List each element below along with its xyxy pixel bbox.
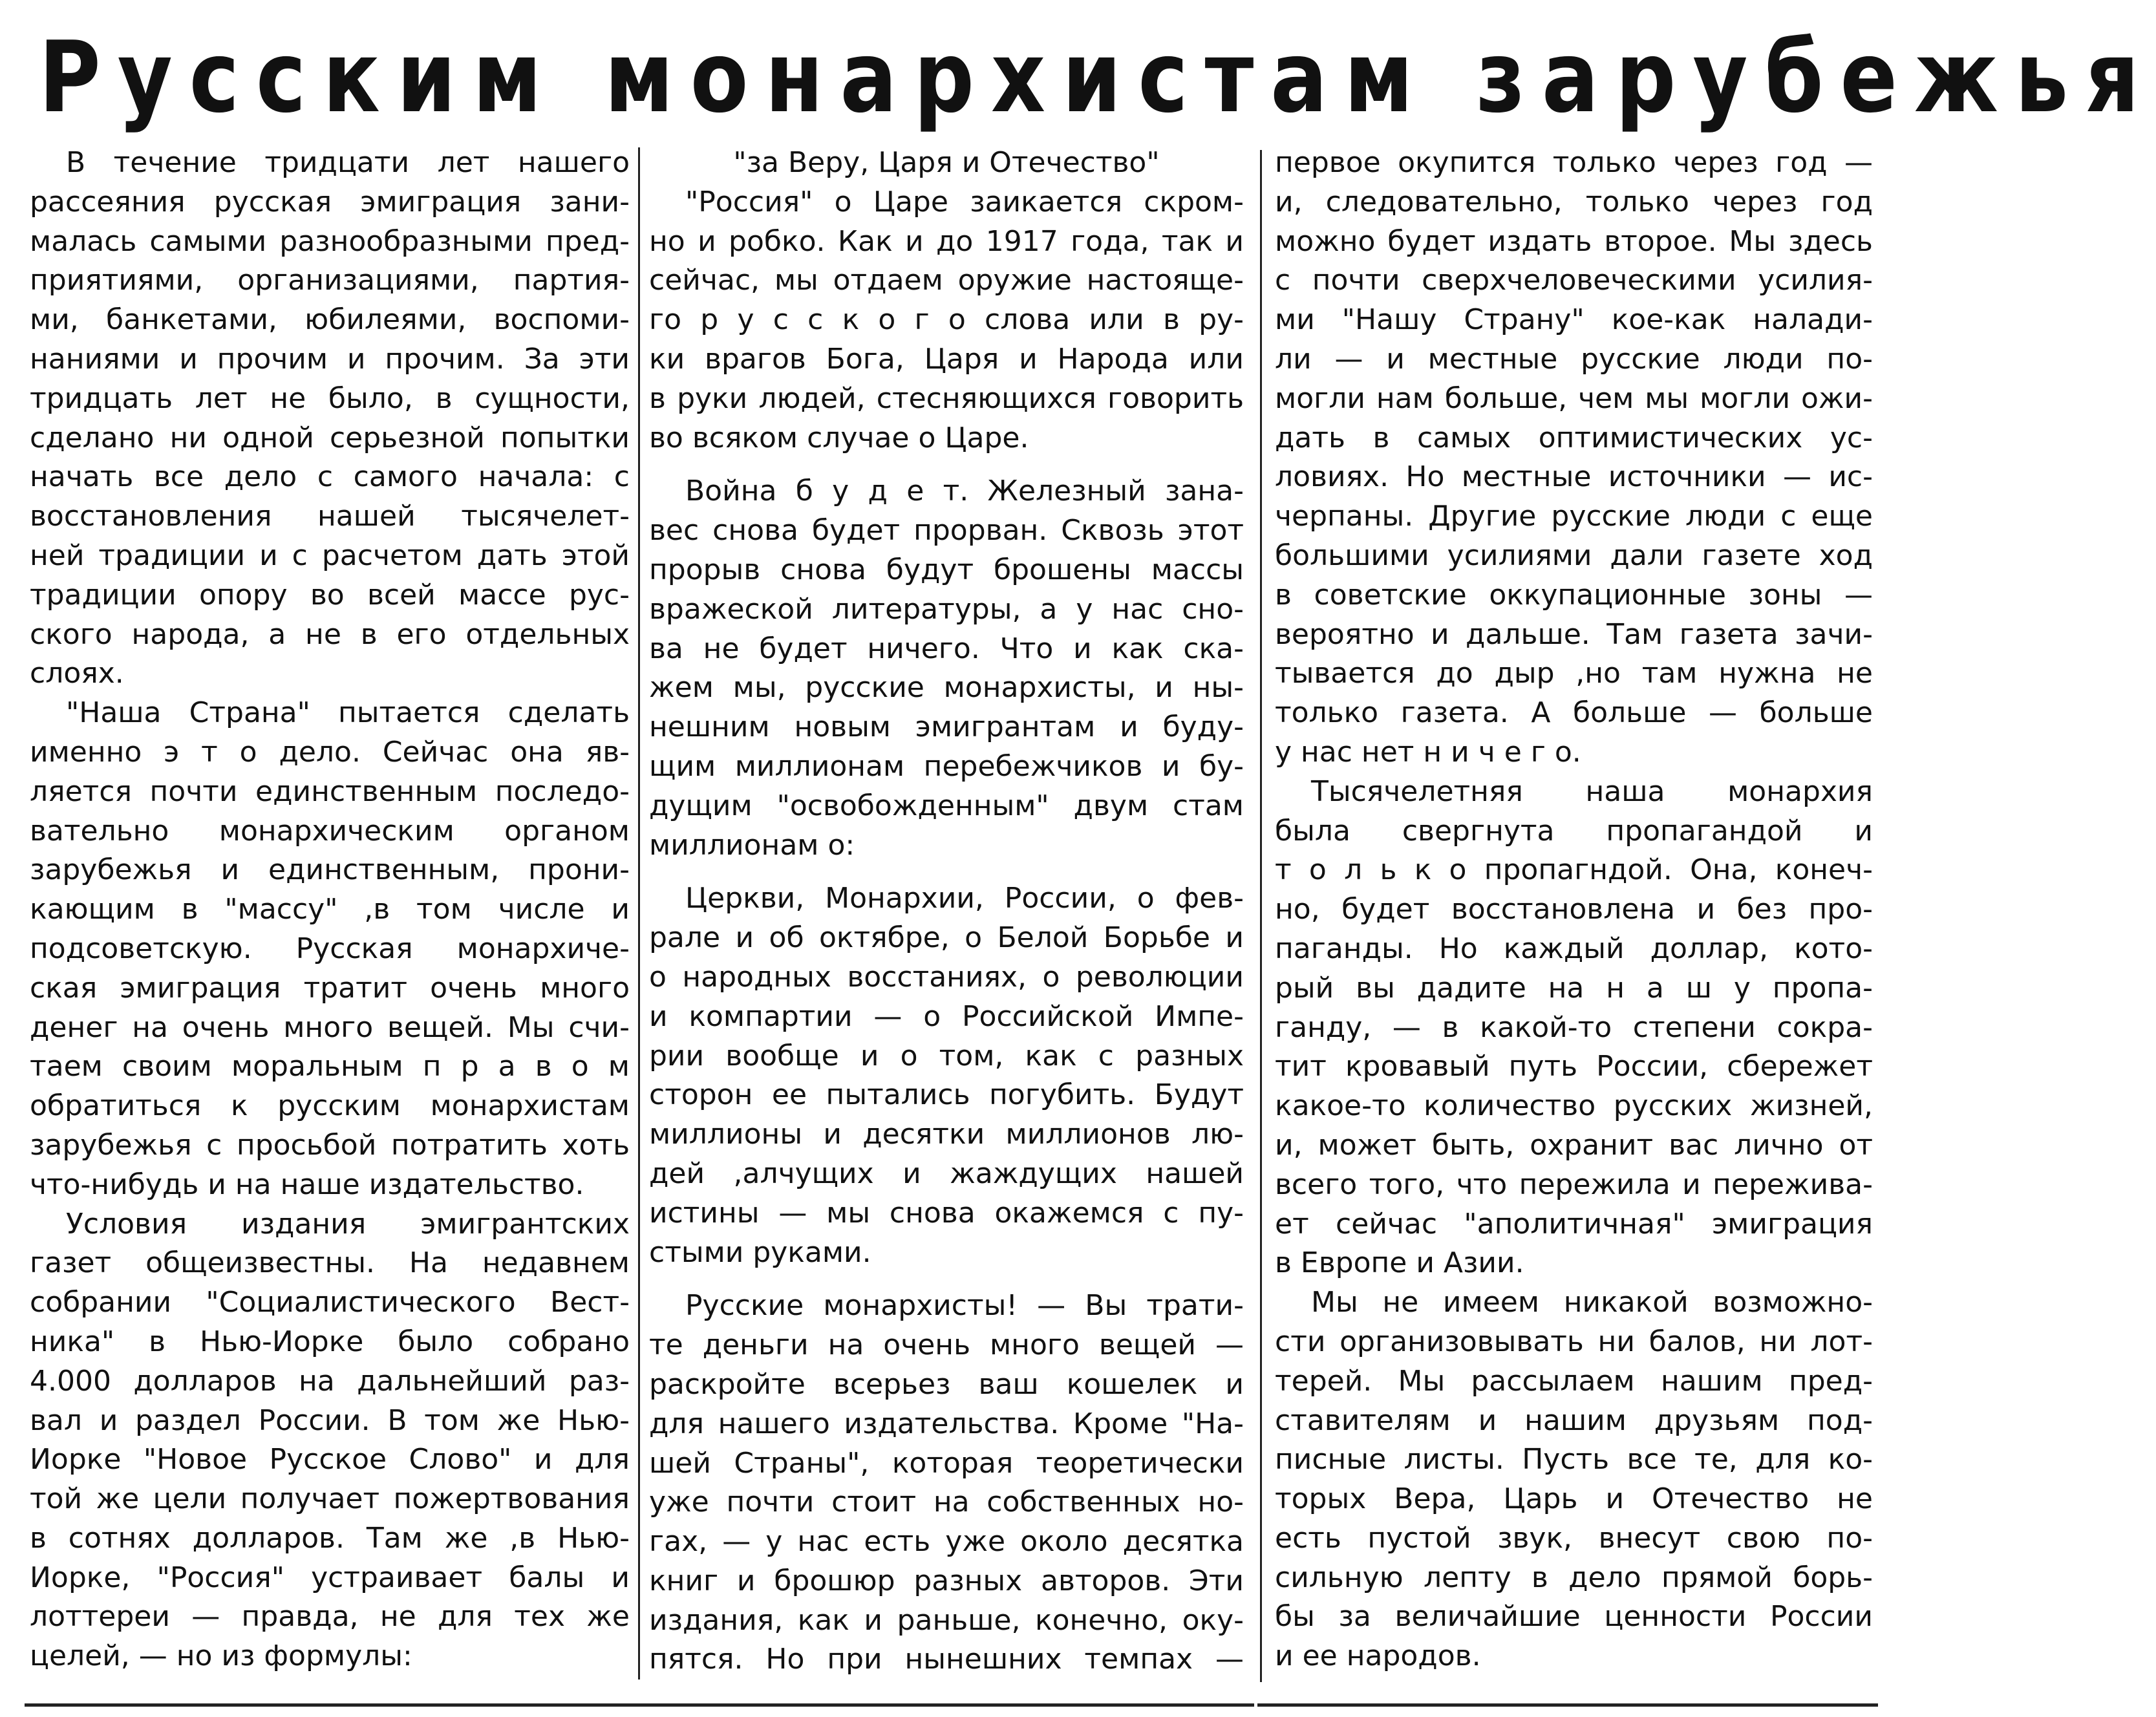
text-line: "Россия" о Царе заикается скром- bbox=[685, 185, 1244, 219]
text-line: ника" в Нью-Иорке было собрано bbox=[30, 1325, 630, 1358]
text-line: традиции опору во всей массе рус- bbox=[30, 578, 630, 612]
text-line: рый вы дадите на н а ш у пропа- bbox=[1275, 971, 1873, 1005]
paragraph bbox=[1275, 1283, 1873, 1676]
text-line: во всяком случае о Царе. bbox=[649, 421, 1029, 454]
text-line: в сотнях долларов. Там же ,в Нью- bbox=[30, 1521, 630, 1555]
text-line: "за Веру, Царя и Отечество" bbox=[733, 146, 1160, 179]
paragraph bbox=[649, 183, 1244, 458]
text-line: миллионам о: bbox=[649, 828, 855, 862]
text-line: т о л ь к о пропагндой. Она, конеч- bbox=[1275, 853, 1873, 887]
text-line: с почти сверхчеловеческими усилия- bbox=[1275, 264, 1873, 297]
text-line: Русские монархисты! — Вы трати- bbox=[685, 1289, 1244, 1323]
text-line: паганды. Но каждый доллар, кото- bbox=[1275, 932, 1873, 965]
text-line: истины — мы снова окажемся с пу- bbox=[649, 1196, 1244, 1230]
text-line: наниями и прочим и прочим. За эти bbox=[30, 342, 630, 376]
text-line: ва не будет ничего. Что и как ска- bbox=[649, 632, 1244, 665]
text-line: приятиями, организациями, партия- bbox=[30, 264, 630, 297]
text-line: сейчас, мы отдаем оружие настояще- bbox=[649, 264, 1244, 297]
text-line: зарубежья и единственным, прони- bbox=[30, 853, 630, 887]
text-line: сделано ни одной серьезной попытки bbox=[30, 421, 630, 454]
text-line: Церкви, Монархии, России, о фев- bbox=[685, 882, 1244, 915]
paragraph bbox=[30, 144, 630, 694]
text-line: ки врагов Бога, Царя и Народа или bbox=[649, 342, 1244, 376]
text-line: есть пустой звук, внесут свою по- bbox=[1275, 1521, 1873, 1555]
column-divider bbox=[638, 147, 640, 1680]
text-line: книг и брошюр разных авторов. Эти bbox=[649, 1564, 1244, 1597]
text-line: слоях. bbox=[30, 657, 124, 690]
text-line: нешним новым эмигрантам и буду- bbox=[649, 710, 1244, 744]
text-line: миллионы и десятки миллионов лю- bbox=[649, 1118, 1244, 1151]
paragraph bbox=[1275, 144, 1873, 773]
text-line: пятся. Но при нынешних темпах — bbox=[649, 1643, 1244, 1676]
text-line: ли — и местные русские люди по- bbox=[1275, 342, 1873, 376]
paragraph bbox=[30, 1205, 630, 1677]
text-line: подсоветскую. Русская монархиче- bbox=[30, 932, 630, 965]
text-line: бы за величайшие ценности России bbox=[1275, 1600, 1873, 1634]
text-line: восстановления нашей тысячелет- bbox=[30, 500, 630, 533]
text-line: дей ,алчущих и жаждущих нашей bbox=[649, 1157, 1244, 1190]
paragraph bbox=[649, 144, 1244, 183]
text-line: те деньги на очень много вещей — bbox=[649, 1328, 1244, 1362]
text-line: ней традиции и с расчетом дать этой bbox=[30, 539, 630, 572]
text-line: но и робко. Как и до 1917 года, так и bbox=[649, 224, 1244, 258]
text-line: сторон ее пытались погубить. Будут bbox=[649, 1078, 1244, 1112]
text-line: какое-то количество русских жизней, bbox=[1275, 1089, 1873, 1123]
text-line: большими усилиями дали газете ход bbox=[1275, 539, 1873, 572]
text-line: у нас нет н и ч е г о. bbox=[1275, 735, 1581, 769]
text-line: о народных восстаниях, о революции bbox=[649, 960, 1244, 994]
text-line: таем своим моральным п р а в о м bbox=[30, 1050, 630, 1083]
article-column-1 bbox=[30, 144, 630, 1685]
text-line: сильную лепту в дело прямой борь- bbox=[1275, 1561, 1873, 1594]
text-line: вал и раздел России. В том же Нью- bbox=[30, 1403, 630, 1437]
article-headline: Русским монархистам зарубежья bbox=[39, 20, 2156, 134]
text-line: терей. Мы рассылаем нашим пред- bbox=[1275, 1364, 1873, 1398]
text-line: целей, — но из формулы: bbox=[30, 1639, 412, 1673]
text-line: дущим "освобожденным" двум стам bbox=[649, 789, 1244, 822]
text-line: и, может быть, охранит вас лично от bbox=[1275, 1128, 1873, 1162]
text-line: Иорке, "Россия" устраивает балы и bbox=[30, 1561, 630, 1594]
paragraph bbox=[649, 1286, 1244, 1680]
text-line: раскройте всерьез ваш кошелек и bbox=[649, 1367, 1244, 1401]
paragraph bbox=[649, 879, 1244, 1272]
text-line: ет сейчас "аполитичная" эмиграция bbox=[1275, 1207, 1873, 1241]
text-line: обратиться к русским монархистам bbox=[30, 1089, 630, 1123]
text-line: и компартии — о Российской Импе- bbox=[649, 999, 1244, 1033]
text-line: Иорке "Новое Русское Слово" и для bbox=[30, 1443, 630, 1477]
text-line: что-нибудь и на наше издательство. bbox=[30, 1168, 584, 1201]
text-line: рассеяния русская эмиграция зани- bbox=[30, 185, 630, 219]
text-line: издания, как и раньше, конечно, оку- bbox=[649, 1603, 1244, 1637]
text-line: ганду, — в какой-то степени сокра- bbox=[1275, 1010, 1873, 1044]
text-line: для нашего издательства. Кроме "На- bbox=[649, 1407, 1244, 1440]
article-column-3 bbox=[1275, 144, 1873, 1685]
text-line: именно э т о дело. Сейчас она яв- bbox=[30, 735, 630, 769]
text-line: тит кровавый путь России, сбережет bbox=[1275, 1050, 1873, 1083]
text-line: вероятно и дальше. Там газета зачи- bbox=[1275, 617, 1873, 651]
paragraph bbox=[1275, 773, 1873, 1283]
text-line: денег на очень много вещей. Мы счи- bbox=[30, 1010, 630, 1044]
text-line: Мы не имеем никакой возможно- bbox=[1311, 1286, 1873, 1319]
text-line: щим миллионам перебежчиков и бу- bbox=[649, 749, 1244, 783]
text-line: начать все дело с самого начала: с bbox=[30, 460, 630, 494]
text-line: ставителям и нашим друзьям под- bbox=[1275, 1403, 1873, 1437]
text-line: прорыв снова будут брошены массы bbox=[649, 553, 1244, 586]
text-line: и, следовательно, только через год bbox=[1275, 185, 1873, 219]
text-line: вес снова будет прорван. Сквозь этот bbox=[649, 514, 1244, 548]
text-line: вражеской литературы, а у нас сно- bbox=[649, 592, 1244, 626]
text-line: стыми руками. bbox=[649, 1235, 871, 1269]
text-line: была свергнута пропагандой и bbox=[1275, 814, 1873, 848]
text-line: В течение тридцати лет нашего bbox=[66, 146, 630, 179]
text-line: Тысячелетняя наша монархия bbox=[1311, 774, 1873, 808]
paragraph bbox=[30, 694, 630, 1204]
text-line: ская эмиграция тратит очень много bbox=[30, 971, 630, 1005]
article-column-2 bbox=[649, 144, 1244, 1685]
text-line: уже почти стоит на собственных но- bbox=[649, 1486, 1244, 1519]
text-line: торых Вера, Царь и Отечество не bbox=[1275, 1482, 1873, 1516]
text-line: в советские оккупационные зоны — bbox=[1275, 578, 1873, 612]
text-line: могли нам больше, чем мы могли ожи- bbox=[1275, 381, 1873, 415]
text-line: Условия издания эмигрантских bbox=[66, 1207, 630, 1241]
text-line: ловиях. Но местные источники — ис- bbox=[1275, 460, 1873, 494]
text-line: "Наша Страна" пытается сделать bbox=[66, 696, 630, 730]
text-line: можно будет издать второе. Мы здесь bbox=[1275, 224, 1873, 258]
text-line: шей Страны", которая теоретически bbox=[649, 1446, 1244, 1480]
text-line: го р у с с к о г о слова или в ру- bbox=[649, 303, 1244, 337]
text-line: собрании "Социалистического Вест- bbox=[30, 1286, 630, 1319]
column-divider bbox=[1260, 150, 1262, 1682]
text-line: той же цели получает пожертвования bbox=[30, 1482, 630, 1516]
bottom-rule bbox=[25, 1703, 1254, 1707]
text-line: черпаны. Другие русские люди с еще bbox=[1275, 500, 1873, 533]
text-line: вательно монархическим органом bbox=[30, 814, 630, 848]
text-line: сти организовывать ни балов, ни лот- bbox=[1275, 1325, 1873, 1358]
text-line: Война б у д е т. Железный зана- bbox=[685, 475, 1244, 508]
text-line: тридцать лет не было, в сущности, bbox=[30, 381, 630, 415]
text-line: тывается до дыр ,но там нужна не bbox=[1275, 657, 1873, 690]
text-line: всего того, что пережила и пережива- bbox=[1275, 1168, 1873, 1201]
text-line: зарубежья с просьбой потратить хоть bbox=[30, 1128, 630, 1162]
text-line: рии вообще и о том, как с разных bbox=[649, 1039, 1244, 1072]
text-line: газет общеизвестны. На недавнем bbox=[30, 1246, 630, 1280]
text-line: и ее народов. bbox=[1275, 1639, 1481, 1673]
text-line: дать в самых оптимистических ус- bbox=[1275, 421, 1873, 454]
text-line: только газета. А больше — больше bbox=[1275, 696, 1873, 730]
text-line: ляется почти единственным последо- bbox=[30, 774, 630, 808]
text-line: рале и об октябре, о Белой Борьбе и bbox=[649, 921, 1244, 955]
text-line: ми "Нашу Страну" кое-как налади- bbox=[1275, 303, 1873, 337]
text-line: ского народа, а не в его отдельных bbox=[30, 617, 630, 651]
text-line: малась самыми разнообразными пред- bbox=[30, 224, 630, 258]
text-line: но, будет восстановлена и без про- bbox=[1275, 893, 1873, 926]
text-line: гах, — у нас есть уже около десятка bbox=[649, 1525, 1244, 1559]
bottom-rule bbox=[1257, 1703, 1878, 1707]
text-line: кающим в "массу" ,в том числе и bbox=[30, 893, 630, 926]
text-line: 4.000 долларов на дальнейший раз- bbox=[30, 1364, 630, 1398]
text-line: ми, банкетами, юбилеями, воспоми- bbox=[30, 303, 630, 337]
text-line: лоттереи — правда, не для тех же bbox=[30, 1600, 630, 1634]
text-line: первое окупится только через год — bbox=[1275, 146, 1873, 179]
text-line: в руки людей, стесняющихся говорить bbox=[649, 381, 1244, 415]
text-line: писные листы. Пусть все те, для ко- bbox=[1275, 1443, 1873, 1477]
paragraph bbox=[649, 472, 1244, 865]
text-line: жем мы, русские монархисты, и ны- bbox=[649, 671, 1244, 705]
text-line: в Европе и Азии. bbox=[1275, 1246, 1524, 1280]
